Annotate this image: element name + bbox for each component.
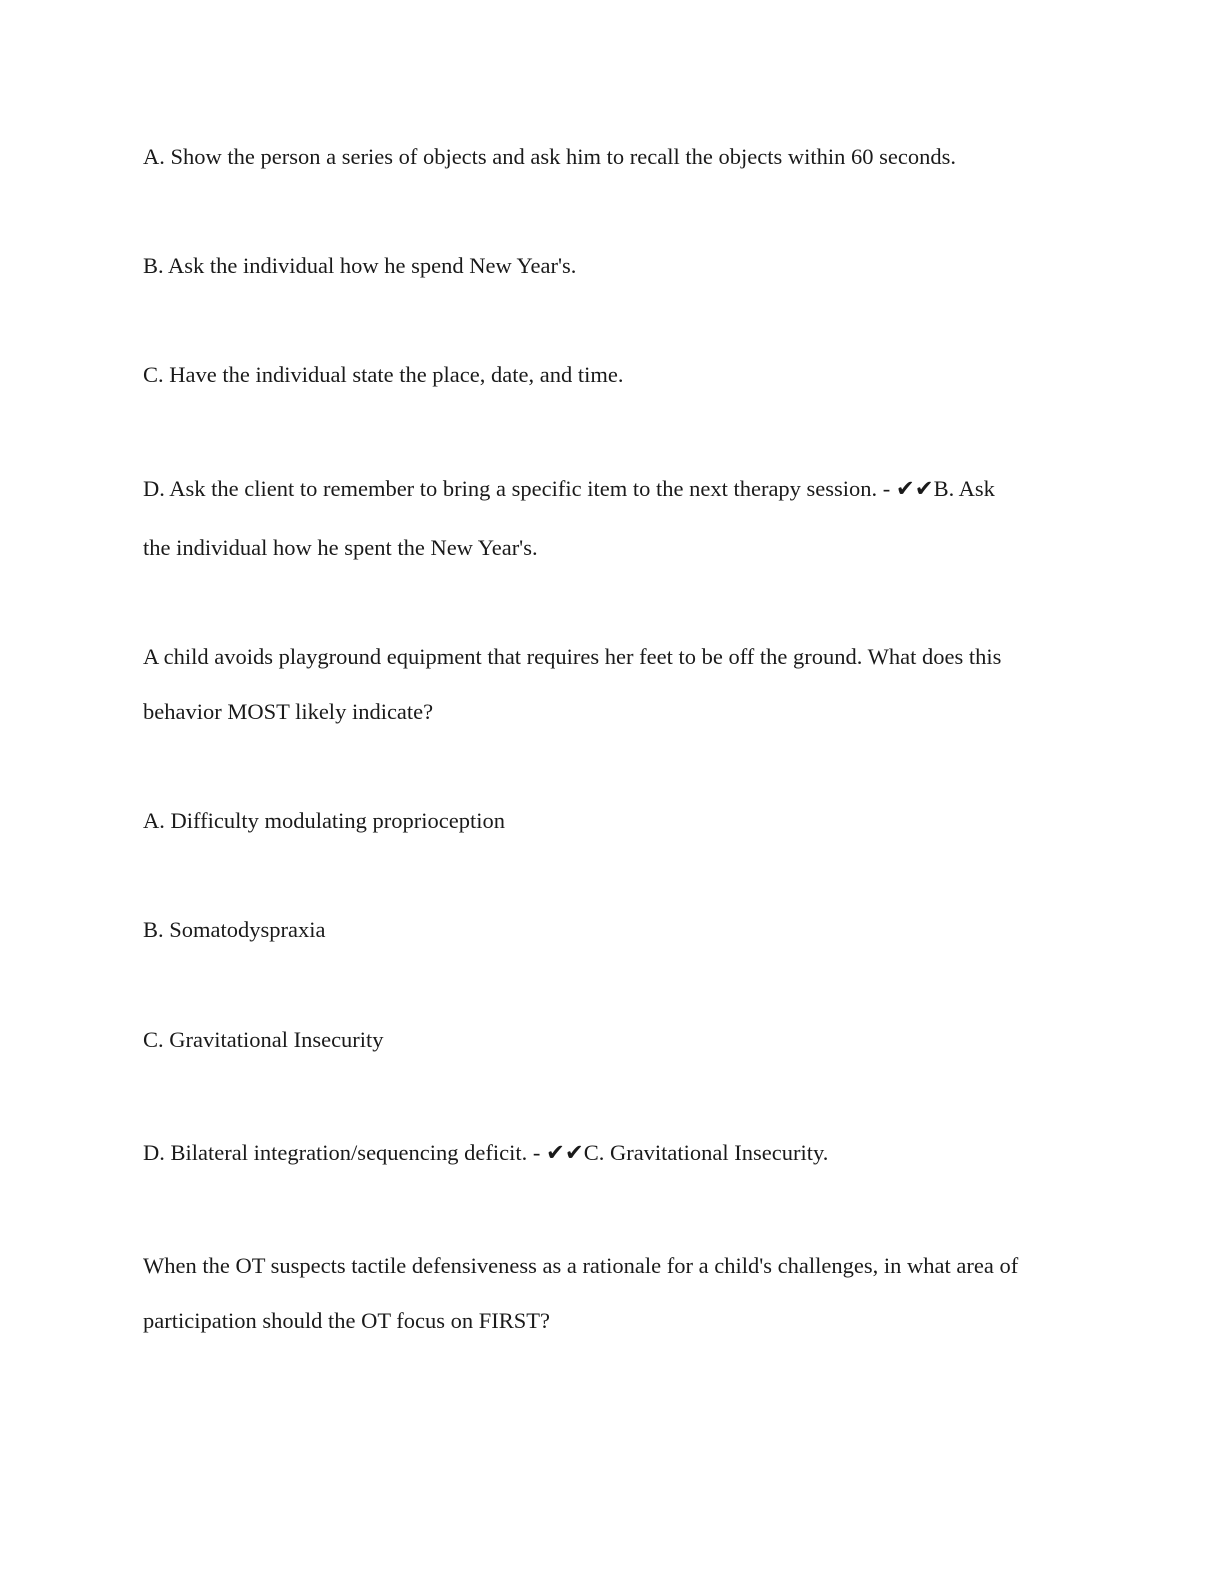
question-option-b-new-years: B. Ask the individual how he spend New Year's. <box>143 253 577 278</box>
question-playground-line-1: A child avoids playground equipment that requires her feet to be off the ground. What does this <box>143 644 1002 669</box>
question-tactile-line-1: When the OT suspects tactile defensiveness as a rationale for a child's challenges, in what area of <box>143 1253 1019 1278</box>
answer-continuation: the individual how he spent the New Year's. <box>143 535 538 560</box>
question-option-d-with-answer: D. Ask the client to remember to bring a specific item to the next therapy session. - ✔✔B. Ask <box>143 476 995 501</box>
question-option-a-recall-objects: A. Show the person a series of objects and ask him to recall the objects within 60 seconds. <box>143 144 956 169</box>
question-option-a-proprioception: A. Difficulty modulating proprioception <box>143 808 506 833</box>
question-option-b-somatodyspraxia: B. Somatodyspraxia <box>143 917 326 942</box>
question-playground-line-2: behavior MOST likely indicate? <box>143 699 434 724</box>
question-option-c-place-date-time: C. Have the individual state the place, date, and time. <box>143 362 624 387</box>
question-tactile-line-2: participation should the OT focus on FIRST? <box>143 1308 551 1333</box>
question-option-d-with-answer: D. Bilateral integration/sequencing deficit. - ✔✔C. Gravitational Insecurity. <box>143 1140 829 1165</box>
question-option-c-gravitational: C. Gravitational Insecurity <box>143 1027 384 1052</box>
